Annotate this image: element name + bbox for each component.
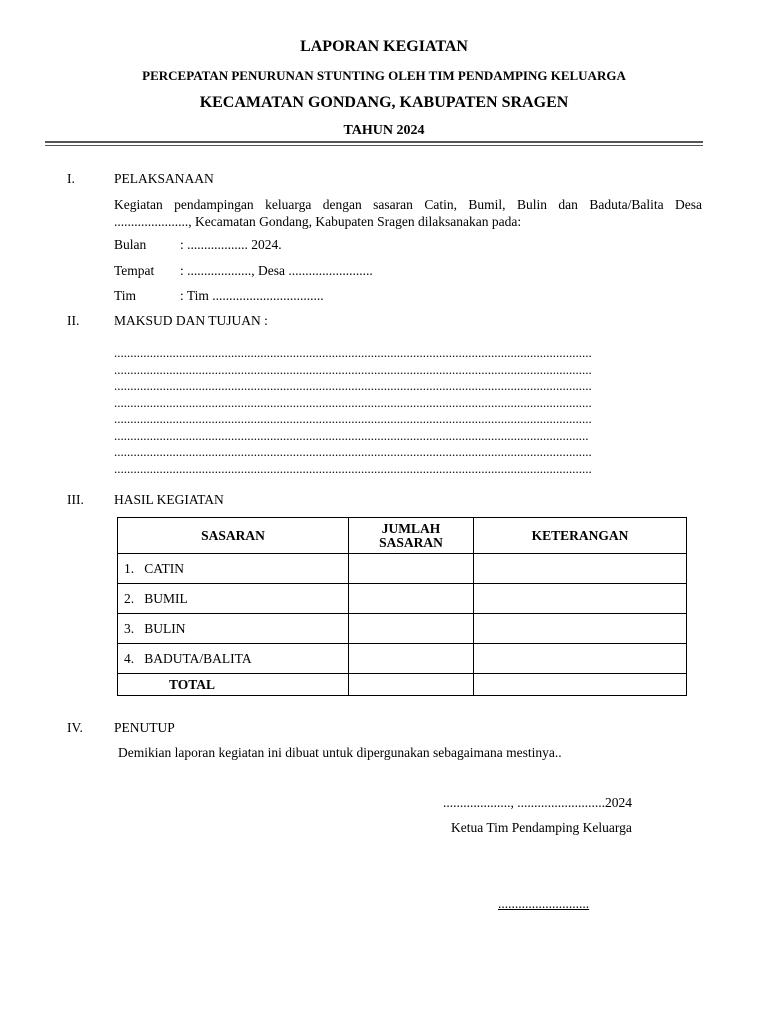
field-label-bulan: Bulan <box>114 237 147 252</box>
signatory-name: ........................... <box>498 896 590 911</box>
cell-sasaran <box>118 614 349 644</box>
section-number: II. <box>67 313 80 328</box>
field-label-tempat: Tempat <box>114 263 155 278</box>
dotted-line: .................................................................................................................................................. <box>114 427 589 443</box>
closing-paragraph: Demikian laporan kegiatan ini dibuat untuk dipergunakan sebagaimana mestinya.. <box>118 745 562 760</box>
table-row <box>118 644 687 674</box>
row-label: BUMIL <box>144 590 188 606</box>
section-number: III. <box>67 492 84 507</box>
cell-keterangan <box>474 584 687 614</box>
report-location: KECAMATAN GONDANG, KABUPATEN SRAGEN <box>199 94 569 111</box>
table-header-row <box>118 518 687 554</box>
header-sasaran: SASARAN <box>118 518 349 554</box>
cell-keterangan <box>474 554 687 584</box>
section-number: I. <box>67 171 75 186</box>
signatory-role: Ketua Tim Pendamping Keluarga <box>451 820 632 835</box>
row-number: 2. <box>124 590 135 606</box>
total-keterangan <box>474 674 687 696</box>
cell-jumlah <box>349 644 474 674</box>
results-table <box>117 517 687 696</box>
row-label: CATIN <box>144 560 184 576</box>
section-title: PELAKSANAAN <box>114 171 214 186</box>
table-total-row <box>118 674 687 696</box>
row-label: BADUTA/BALITA <box>144 650 252 666</box>
report-title: LAPORAN KEGIATAN <box>300 38 468 55</box>
total-label: TOTAL <box>118 674 349 696</box>
dotted-line: ................................................................................................................................................... <box>114 394 592 410</box>
report-year: TAHUN 2024 <box>343 123 425 138</box>
header-jumlah-sasaran: JUMLAH SASARAN <box>349 518 474 554</box>
dotted-line: ................................................................................................................................................... <box>114 345 592 360</box>
table-row <box>118 554 687 584</box>
section-paragraph: Kegiatan pendampingan keluarga dengan sasaran Catin, Bumil, Bulin dan Baduta/Balita Desa ......................, Kecamatan Gondang, Kabupaten Sragen dilaksanakan pada: <box>114 197 702 229</box>
row-number: 4. <box>124 650 135 666</box>
header-keterangan: KETERANGAN <box>474 518 687 554</box>
cell-jumlah <box>349 554 474 584</box>
dotted-line: ................................................................................................................................................... <box>114 444 592 459</box>
section-title: HASIL KEGIATAN <box>114 492 224 507</box>
row-number: 3. <box>124 620 135 636</box>
header-divider-thick <box>45 141 703 143</box>
field-value-tim: : Tim ................................. <box>180 288 324 303</box>
cell-jumlah <box>349 584 474 614</box>
dotted-line: ................................................................................................................................................... <box>114 361 592 377</box>
table-row <box>118 584 687 614</box>
dotted-line: ................................................................................................................................................... <box>114 411 592 426</box>
header-divider-thin <box>45 145 703 146</box>
row-label: BULIN <box>144 620 186 636</box>
field-label-tim: Tim <box>114 288 137 303</box>
dotted-line: ................................................................................................................................................... <box>114 378 592 393</box>
report-subtitle: PERCEPATAN PENURUNAN STUNTING OLEH TIM PENDAMPING KELUARGA <box>142 68 626 83</box>
cell-keterangan <box>474 644 687 674</box>
field-value-tempat: : ..................., Desa ......................... <box>180 263 373 278</box>
dotted-line: ................................................................................................................................................... <box>114 460 592 476</box>
cell-sasaran <box>118 584 349 614</box>
section-title: MAKSUD DAN TUJUAN : <box>114 313 268 328</box>
field-value-bulan: : .................. 2024. <box>180 237 282 252</box>
section-number: IV. <box>67 720 83 735</box>
cell-keterangan <box>474 614 687 644</box>
cell-jumlah <box>349 614 474 644</box>
cell-sasaran <box>118 644 349 674</box>
total-jumlah <box>349 674 474 696</box>
cell-sasaran <box>118 554 349 584</box>
place-date: ...................., ..........................2024 <box>443 795 632 810</box>
section-title: PENUTUP <box>114 720 175 735</box>
table-row <box>118 614 687 644</box>
row-number: 1. <box>124 560 135 576</box>
